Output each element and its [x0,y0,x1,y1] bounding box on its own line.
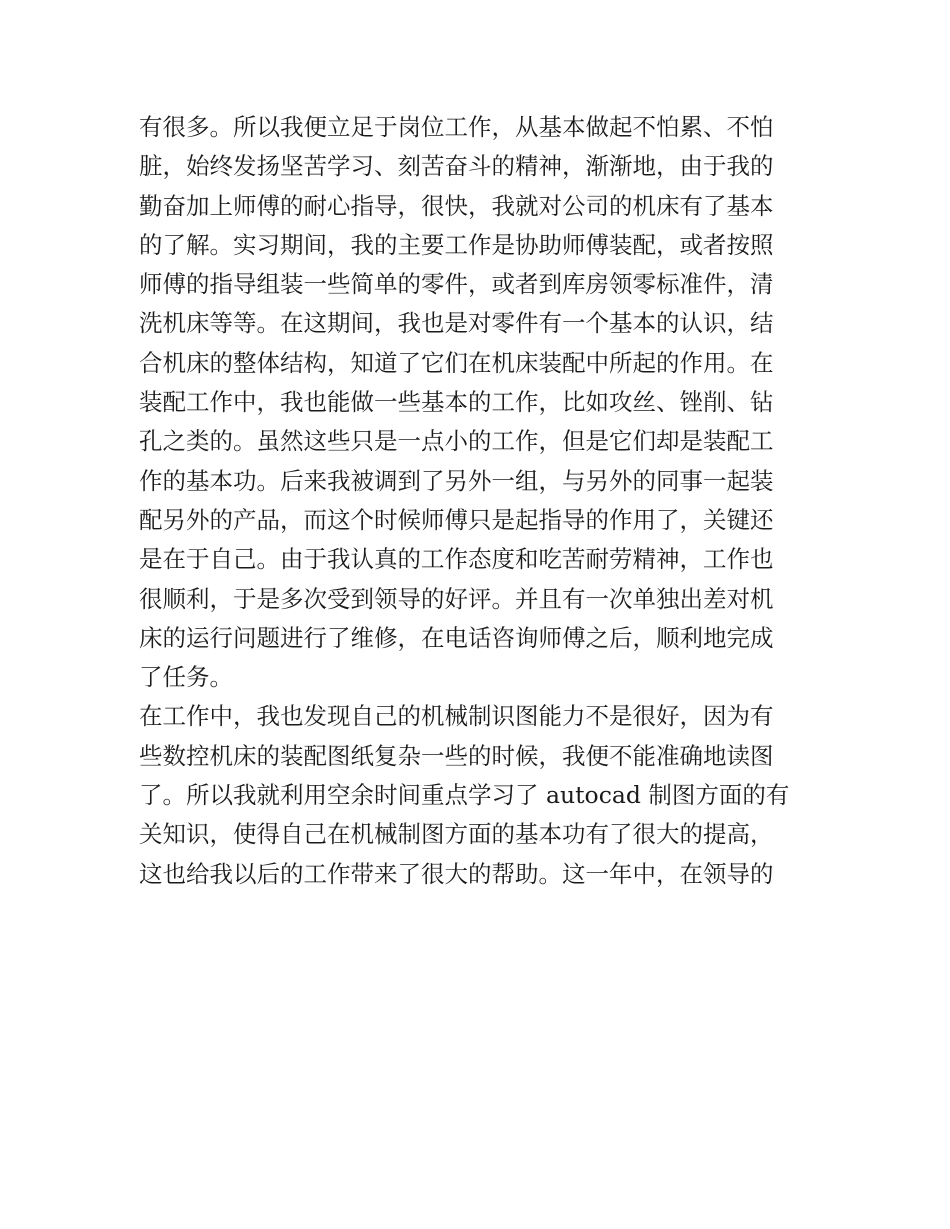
text-line: 些数控机床的装配图纸复杂一些的时候，我便不能准确地读图 [139,741,774,770]
text-line: 脏，始终发扬坚苦学习、刻苦奋斗的精神，渐渐地，由于我的 [139,152,774,181]
text-line: 勤奋加上师傅的耐心指导，很快，我就对公司的机床有了基本 [139,191,774,220]
text-line: 关知识，使得自己在机械制图方面的基本功有了很大的提高， [139,820,774,849]
text-line: 的了解。实习期间，我的主要工作是协助师傅装配，或者按照 [139,230,774,259]
text-line: 孔之类的。虽然这些只是一点小的工作，但是它们却是装配工 [139,427,774,456]
text-line: 床的运行问题进行了维修，在电话咨询师傅之后，顺利地完成 [139,623,774,652]
text-line: 合机床的整体结构，知道了它们在机床装配中所起的作用。在 [139,348,774,377]
text-line: 作的基本功。后来我被调到了另外一组，与另外的同事一起装 [139,466,774,495]
text-line: 是在于自己。由于我认真的工作态度和吃苦耐劳精神，工作也 [139,545,774,574]
text-line: 这也给我以后的工作带来了很大的帮助。这一年中，在领导的 [139,859,774,888]
text-line: 装配工作中，我也能做一些基本的工作，比如攻丝、锉削、钻 [139,388,774,417]
text-line: 有很多。所以我便立足于岗位工作，从基本做起不怕累、不怕 [139,113,774,141]
text-line: 了任务。 [139,663,233,692]
text-line: 在工作中，我也发现自己的机械制识图能力不是很好，因为有 [139,702,774,731]
text-line: 洗机床等等。在这期间，我也是对零件有一个基本的认识，结 [139,309,774,338]
text-line: 了。所以我就利用空余时间重点学习了 autocad 制图方面的有 [139,781,790,810]
body-text [139,108,819,894]
text-line: 很顺利，于是多次受到领导的好评。并且有一次单独出差对机 [139,584,774,613]
text-line: 师傅的指导组装一些简单的零件，或者到库房领零标准件，清 [139,270,774,299]
text-line: 配另外的产品，而这个时候师傅只是起指导的作用了，关键还 [139,505,774,534]
